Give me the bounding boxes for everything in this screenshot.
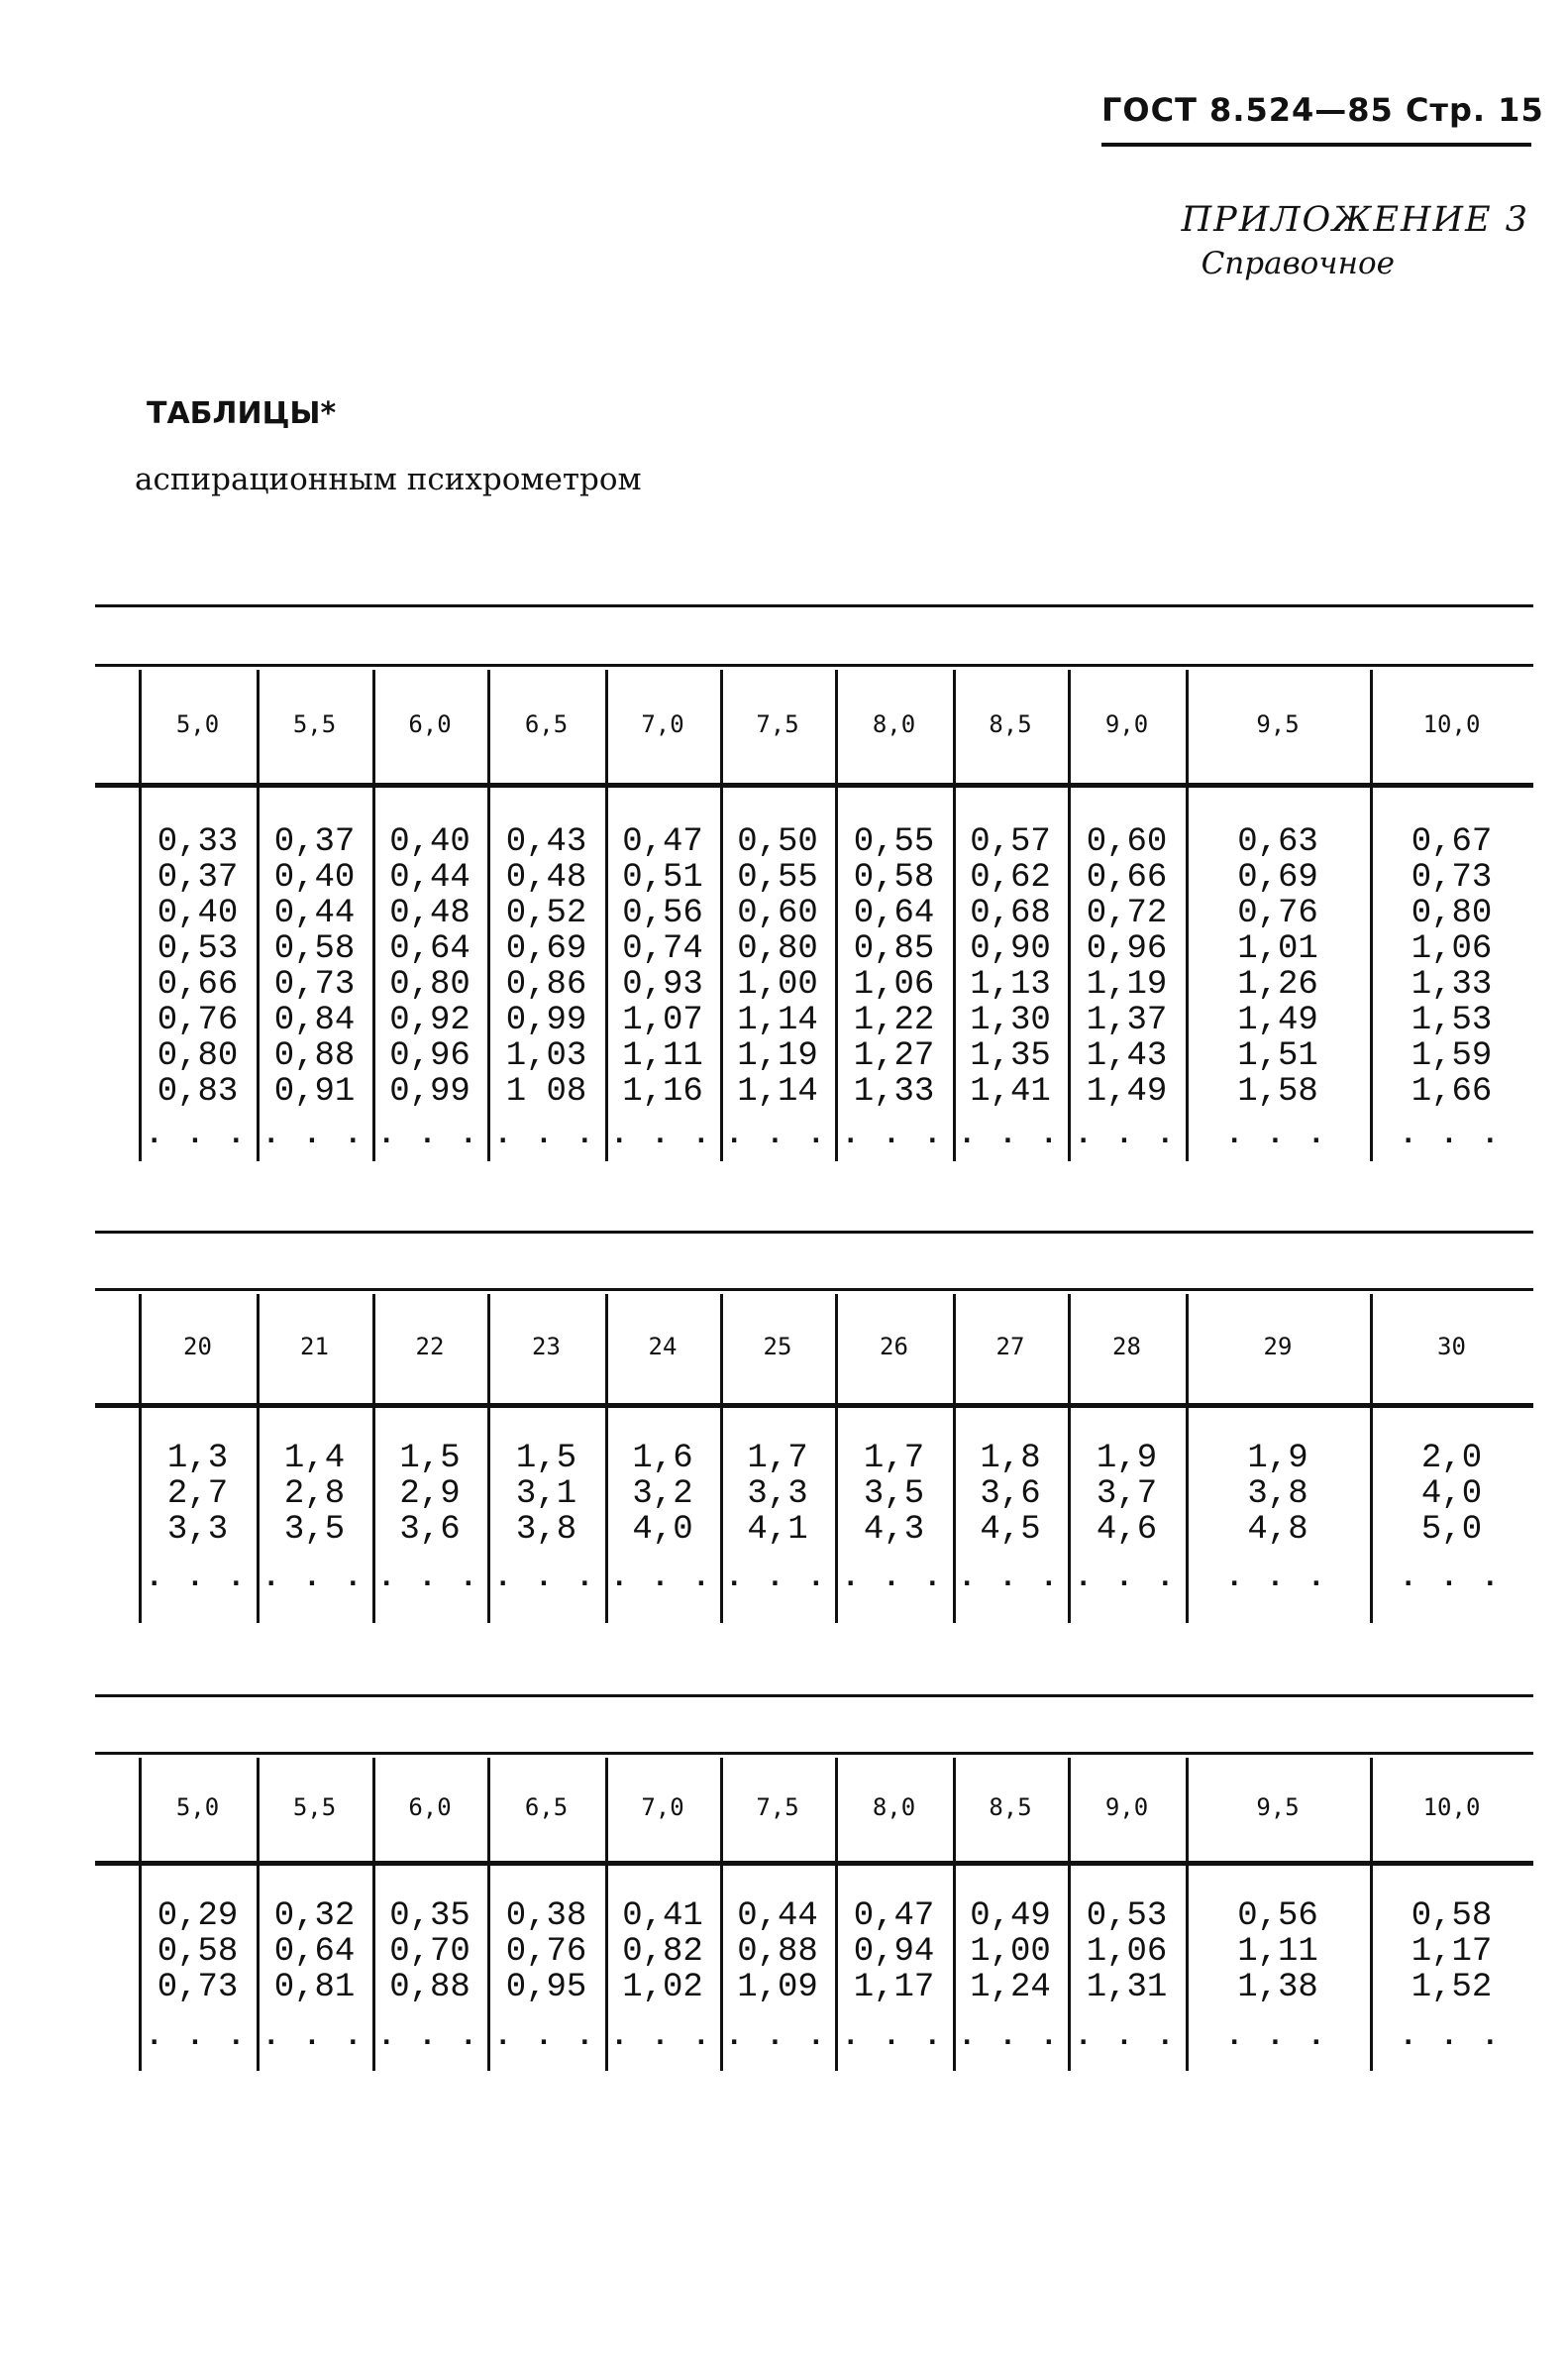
table-column-values (720, 1898, 835, 2005)
table-cell: 0,76 (505, 1933, 587, 1971)
column-header: 27 (995, 1333, 1025, 1360)
table-cell: 0,64 (273, 1933, 356, 1971)
table-cell: 0,55 (737, 859, 818, 897)
table-cell: 0,80 (389, 966, 470, 1004)
table-cell: 1,30 (970, 1002, 1051, 1039)
table-cell: 1,38 (1237, 1969, 1318, 2006)
table-cell: 0,73 (157, 1969, 239, 2006)
continuation-dots: . . . (262, 1120, 366, 1149)
continuation-dots: . . . (726, 1120, 829, 1149)
column-header: 9,5 (1256, 710, 1300, 738)
continuation-dots: . . . (262, 2021, 366, 2051)
appendix-type: Справочное (1201, 246, 1395, 281)
table-cell: 0,90 (970, 930, 1051, 968)
table-cell: 0,96 (1086, 930, 1168, 968)
column-header: 22 (415, 1333, 445, 1360)
table-column-values (257, 1441, 372, 1548)
continuation-dots: . . . (378, 1563, 481, 1592)
document-code-header: ГОСТ 8.524—85 Стр. 15 (1101, 91, 1544, 129)
table-cell: 0,94 (853, 1933, 935, 1971)
table-cell: 0,95 (505, 1969, 587, 2006)
column-header: 7,0 (641, 1793, 684, 1821)
continuation-dots: . . . (611, 1120, 714, 1149)
table-cell: 1,58 (1237, 1073, 1318, 1111)
table-cell: 1,19 (1086, 966, 1168, 1004)
table-cell: 0,66 (157, 966, 239, 1004)
table-column-values (605, 1441, 720, 1548)
table-cell: 0,74 (622, 930, 703, 968)
table-cell: 0,58 (157, 1933, 239, 1971)
table-cell: 0,56 (622, 895, 703, 932)
table-cell: 0,37 (273, 823, 356, 861)
table-column-values (487, 1441, 605, 1548)
continuation-dots: . . . (1226, 2021, 1329, 2051)
column-header: 7,0 (641, 710, 684, 738)
table-cell: 4,0 (1420, 1475, 1483, 1513)
table-cell: 1,33 (853, 1073, 935, 1111)
table-cell: 2,7 (166, 1475, 229, 1513)
continuation-dots: . . . (1226, 1120, 1329, 1149)
table-cell: 0,81 (273, 1969, 356, 2006)
table-cell: 0,40 (157, 895, 239, 932)
table-cell: 0,32 (273, 1897, 356, 1935)
table-cell: 1,11 (1237, 1933, 1318, 1971)
table-cell: 1,09 (737, 1969, 818, 2006)
table-rule (95, 1288, 1533, 1291)
table-cell: 0,62 (970, 859, 1051, 897)
table-column-values (139, 824, 257, 1110)
table-column-values (953, 824, 1068, 1110)
table-cell: 1,11 (622, 1037, 703, 1075)
continuation-dots: . . . (378, 2021, 481, 2051)
table-cell: 1,06 (1411, 930, 1493, 968)
table-cell: 0,60 (737, 895, 818, 932)
continuation-dots: . . . (1400, 1120, 1504, 1149)
table-rule (95, 1694, 1533, 1697)
column-header: 5,5 (292, 710, 337, 738)
table-cell: 0,86 (505, 966, 587, 1004)
continuation-dots: . . . (1075, 2021, 1179, 2051)
column-header: 5,0 (175, 710, 220, 738)
continuation-dots: . . . (494, 1563, 598, 1592)
table-cell: 1,19 (737, 1037, 818, 1075)
table-cell: 4,1 (747, 1511, 808, 1549)
table-cell: 0,35 (389, 1897, 470, 1935)
table-column-values (1370, 1441, 1533, 1548)
table-rule (95, 1861, 1533, 1866)
column-header: 25 (763, 1333, 792, 1360)
table-cell: 3,2 (632, 1475, 693, 1513)
table-cell: 1,24 (970, 1969, 1051, 2006)
table-cell: 0,29 (157, 1897, 239, 1935)
table-column-values (720, 824, 835, 1110)
column-header: 7,5 (756, 1793, 799, 1821)
continuation-dots: . . . (842, 1120, 946, 1149)
table-cell: 1,17 (1411, 1933, 1493, 1971)
table-cell: 0,76 (157, 1002, 239, 1039)
table-cell: 3,8 (515, 1511, 577, 1549)
table-cell: 1,49 (1086, 1073, 1168, 1111)
continuation-dots: . . . (959, 1120, 1062, 1149)
table-cell: 1,6 (632, 1440, 693, 1477)
table-cell: 1,14 (737, 1002, 818, 1039)
table-cell: 0,44 (273, 895, 356, 932)
table-cell: 0,84 (273, 1002, 356, 1039)
table-cell: 0,64 (853, 895, 935, 932)
continuation-dots: . . . (1400, 1563, 1504, 1592)
table-cell: 3,6 (980, 1475, 1041, 1513)
table-cell: 1,31 (1086, 1969, 1168, 2006)
table-cell: 4,0 (632, 1511, 693, 1549)
table-cell: 0,66 (1086, 859, 1168, 897)
continuation-dots: . . . (842, 1563, 946, 1592)
table-cell: 0,47 (622, 823, 703, 861)
table-column-values (1370, 1898, 1533, 2005)
table-cell: 0,91 (273, 1073, 356, 1111)
table-cell: 3,8 (1247, 1475, 1308, 1513)
table-cell: 0,72 (1086, 895, 1168, 932)
table-cell: 1,02 (622, 1969, 703, 2006)
table-cell: 0,99 (389, 1073, 470, 1111)
table-cell: 1,06 (853, 966, 935, 1004)
table-column-values (1068, 824, 1186, 1110)
table-cell: 0,53 (1086, 1897, 1168, 1935)
table-column-values (953, 1898, 1068, 2005)
table-cell: 0,58 (853, 859, 935, 897)
table-cell: 0,57 (970, 823, 1051, 861)
table-cell: 0,64 (389, 930, 470, 968)
table-cell: 1,00 (970, 1933, 1051, 1971)
table-cell: 0,80 (1411, 895, 1493, 932)
tables-section-subtitle: аспирационным психрометром (135, 462, 642, 497)
table-cell: 0,92 (389, 1002, 470, 1039)
table-cell: 0,63 (1237, 823, 1318, 861)
table-column-values (1068, 1441, 1186, 1548)
column-header: 30 (1437, 1333, 1466, 1360)
column-header: 6,0 (408, 710, 452, 738)
table-cell: 3,3 (166, 1511, 229, 1549)
table-cell: 0,52 (505, 895, 587, 932)
continuation-dots: . . . (146, 1120, 250, 1149)
table-cell: 0,85 (853, 930, 935, 968)
table-column-values (720, 1441, 835, 1548)
column-header: 8,5 (989, 710, 1032, 738)
table-cell: 0,93 (622, 966, 703, 1004)
table-cell: 0,51 (622, 859, 703, 897)
column-header: 21 (300, 1333, 329, 1360)
tables-section-title: ТАБЛИЦЫ* (147, 396, 337, 431)
continuation-dots: . . . (146, 1563, 250, 1592)
table-rule (95, 604, 1533, 607)
table-cell: 0,49 (970, 1897, 1051, 1935)
table-cell: 3,6 (399, 1511, 461, 1549)
continuation-dots: . . . (494, 2021, 598, 2051)
table-cell: 0,43 (505, 823, 587, 861)
column-header: 6,5 (524, 1793, 569, 1821)
column-header: 26 (880, 1333, 908, 1360)
continuation-dots: . . . (611, 1563, 714, 1592)
table-cell: 1,17 (853, 1969, 935, 2006)
table-cell: 3,3 (747, 1475, 808, 1513)
continuation-dots: . . . (959, 1563, 1062, 1592)
table-cell: 2,8 (283, 1475, 346, 1513)
table-rule (95, 664, 1533, 667)
table-column-values (372, 1898, 487, 2005)
table-cell: 0,38 (505, 1897, 587, 1935)
column-header: 9,5 (1256, 1793, 1300, 1821)
column-header: 24 (648, 1333, 678, 1360)
table-cell: 3,5 (283, 1511, 346, 1549)
table-cell: 4,8 (1247, 1511, 1308, 1549)
table-column-values (953, 1441, 1068, 1548)
table-cell: 0,70 (389, 1933, 470, 1971)
table-cell: 1,8 (980, 1440, 1041, 1477)
table-cell: 4,5 (980, 1511, 1041, 1549)
table-cell: 0,67 (1411, 823, 1493, 861)
table-cell: 0,50 (737, 823, 818, 861)
table-cell: 2,9 (399, 1475, 461, 1513)
table-cell: 1,9 (1096, 1440, 1158, 1477)
continuation-dots: . . . (1075, 1120, 1179, 1149)
table-cell: 3,1 (515, 1475, 577, 1513)
table-cell: 0,69 (1237, 859, 1318, 897)
continuation-dots: . . . (726, 2021, 829, 2051)
table-cell: 1,01 (1237, 930, 1318, 968)
table-cell: 1,53 (1411, 1002, 1493, 1039)
table-cell: 1,9 (1247, 1440, 1308, 1477)
table-rule (95, 1231, 1533, 1234)
table-column-values (139, 1441, 257, 1548)
table-rule (95, 783, 1533, 788)
table-column-values (372, 1441, 487, 1548)
table-cell: 0,53 (157, 930, 239, 968)
column-header: 10,0 (1422, 1793, 1481, 1821)
continuation-dots: . . . (378, 1120, 481, 1149)
appendix-title: ПРИЛОЖЕНИЕ 3 (1181, 200, 1529, 240)
table-cell: 1,03 (505, 1037, 587, 1075)
table-cell: 1,33 (1411, 966, 1493, 1004)
table-cell: 0,44 (389, 859, 470, 897)
table-column-values (835, 1441, 953, 1548)
table-cell: 0,69 (505, 930, 587, 968)
table-cell: 1,41 (970, 1073, 1051, 1111)
table-cell: 0,33 (157, 823, 239, 861)
table-cell: 0,48 (389, 895, 470, 932)
table-cell: 1,5 (399, 1440, 461, 1477)
table-cell: 1,49 (1237, 1002, 1318, 1039)
table-cell: 1,51 (1237, 1037, 1318, 1075)
table-column-values (1186, 1898, 1370, 2005)
continuation-dots: . . . (1400, 2021, 1504, 2051)
table-cell: 0,73 (273, 966, 356, 1004)
table-cell: 0,88 (273, 1037, 356, 1075)
table-cell: 1,27 (853, 1037, 935, 1075)
table-column-values (1370, 824, 1533, 1110)
table-cell: 0,58 (1411, 1897, 1493, 1935)
table-cell: 0,68 (970, 895, 1051, 932)
table-cell: 1,07 (622, 1002, 703, 1039)
table-cell: 2,0 (1420, 1440, 1483, 1477)
table-column-values (835, 1898, 953, 2005)
column-header: 29 (1263, 1333, 1293, 1360)
table-cell: 0,80 (737, 930, 818, 968)
table-cell: 0,56 (1237, 1897, 1318, 1935)
table-cell: 0,60 (1086, 823, 1168, 861)
table-column-values (835, 824, 953, 1110)
table-cell: 0,40 (389, 823, 470, 861)
table-cell: 1,5 (515, 1440, 577, 1477)
table-column-values (1186, 1441, 1370, 1548)
table-cell: 5,0 (1420, 1511, 1483, 1549)
table-cell: 4,3 (863, 1511, 925, 1549)
table-rule (95, 1403, 1533, 1408)
continuation-dots: . . . (146, 2021, 250, 2051)
table-cell: 1,52 (1411, 1969, 1493, 2006)
table-column-values (487, 1898, 605, 2005)
table-cell: 1,14 (737, 1073, 818, 1111)
table-cell: 1,13 (970, 966, 1051, 1004)
table-cell: 1,22 (853, 1002, 935, 1039)
table-cell: 1,7 (747, 1440, 808, 1477)
table-cell: 1,06 (1086, 1933, 1168, 1971)
continuation-dots: . . . (1075, 1563, 1179, 1592)
table-cell: 0,88 (389, 1969, 470, 2006)
column-header: 6,0 (408, 1793, 452, 1821)
table-cell: 1,16 (622, 1073, 703, 1111)
table-cell: 4,6 (1096, 1511, 1158, 1549)
table-cell: 0,96 (389, 1037, 470, 1075)
continuation-dots: . . . (262, 1563, 366, 1592)
table-cell: 1,00 (737, 966, 818, 1004)
table-cell: 3,7 (1096, 1475, 1158, 1513)
column-header: 10,0 (1422, 710, 1481, 738)
table-cell: 0,47 (853, 1897, 935, 1935)
table-cell: 0,55 (853, 823, 935, 861)
continuation-dots: . . . (1226, 1563, 1329, 1592)
table-rule (95, 1752, 1533, 1755)
table-cell: 0,76 (1237, 895, 1318, 932)
table-column-values (257, 824, 372, 1110)
table-cell: 0,82 (622, 1933, 703, 1971)
table-column-values (1068, 1898, 1186, 2005)
column-header: 9,0 (1104, 710, 1149, 738)
table-column-values (372, 824, 487, 1110)
table-cell: 0,73 (1411, 859, 1493, 897)
table-cell: 1,43 (1086, 1037, 1168, 1075)
column-header: 23 (532, 1333, 561, 1360)
table-cell: 1 08 (505, 1073, 587, 1111)
table-cell: 0,58 (273, 930, 356, 968)
table-cell: 0,44 (737, 1897, 818, 1935)
table-cell: 1,4 (283, 1440, 346, 1477)
column-header: 20 (183, 1333, 212, 1360)
table-column-values (257, 1898, 372, 2005)
table-cell: 0,37 (157, 859, 239, 897)
table-cell: 1,37 (1086, 1002, 1168, 1039)
table-cell: 0,41 (622, 1897, 703, 1935)
table-cell: 3,5 (863, 1475, 925, 1513)
table-cell: 1,26 (1237, 966, 1318, 1004)
table-cell: 1,7 (863, 1440, 925, 1477)
column-header: 8,0 (872, 710, 916, 738)
column-header: 8,0 (872, 1793, 916, 1821)
column-header: 7,5 (756, 710, 799, 738)
table-cell: 0,40 (273, 859, 356, 897)
column-header: 5,0 (175, 1793, 220, 1821)
continuation-dots: . . . (494, 1120, 598, 1149)
continuation-dots: . . . (959, 2021, 1062, 2051)
table-column-values (605, 824, 720, 1110)
table-cell: 1,66 (1411, 1073, 1493, 1111)
table-cell: 1,3 (166, 1440, 229, 1477)
table-column-values (487, 824, 605, 1110)
table-cell: 0,88 (737, 1933, 818, 1971)
continuation-dots: . . . (611, 2021, 714, 2051)
table-cell: 0,48 (505, 859, 587, 897)
table-column-values (605, 1898, 720, 2005)
column-header: 6,5 (524, 710, 569, 738)
table-cell: 0,80 (157, 1037, 239, 1075)
column-header: 28 (1112, 1333, 1141, 1360)
header-underline (1101, 143, 1531, 147)
column-header: 8,5 (989, 1793, 1032, 1821)
column-header: 5,5 (292, 1793, 337, 1821)
table-column-values (1186, 824, 1370, 1110)
column-header: 9,0 (1104, 1793, 1149, 1821)
table-cell: 0,99 (505, 1002, 587, 1039)
table-cell: 1,35 (970, 1037, 1051, 1075)
table-column-values (139, 1898, 257, 2005)
continuation-dots: . . . (726, 1563, 829, 1592)
table-cell: 1,59 (1411, 1037, 1493, 1075)
continuation-dots: . . . (842, 2021, 946, 2051)
table-cell: 0,83 (157, 1073, 239, 1111)
